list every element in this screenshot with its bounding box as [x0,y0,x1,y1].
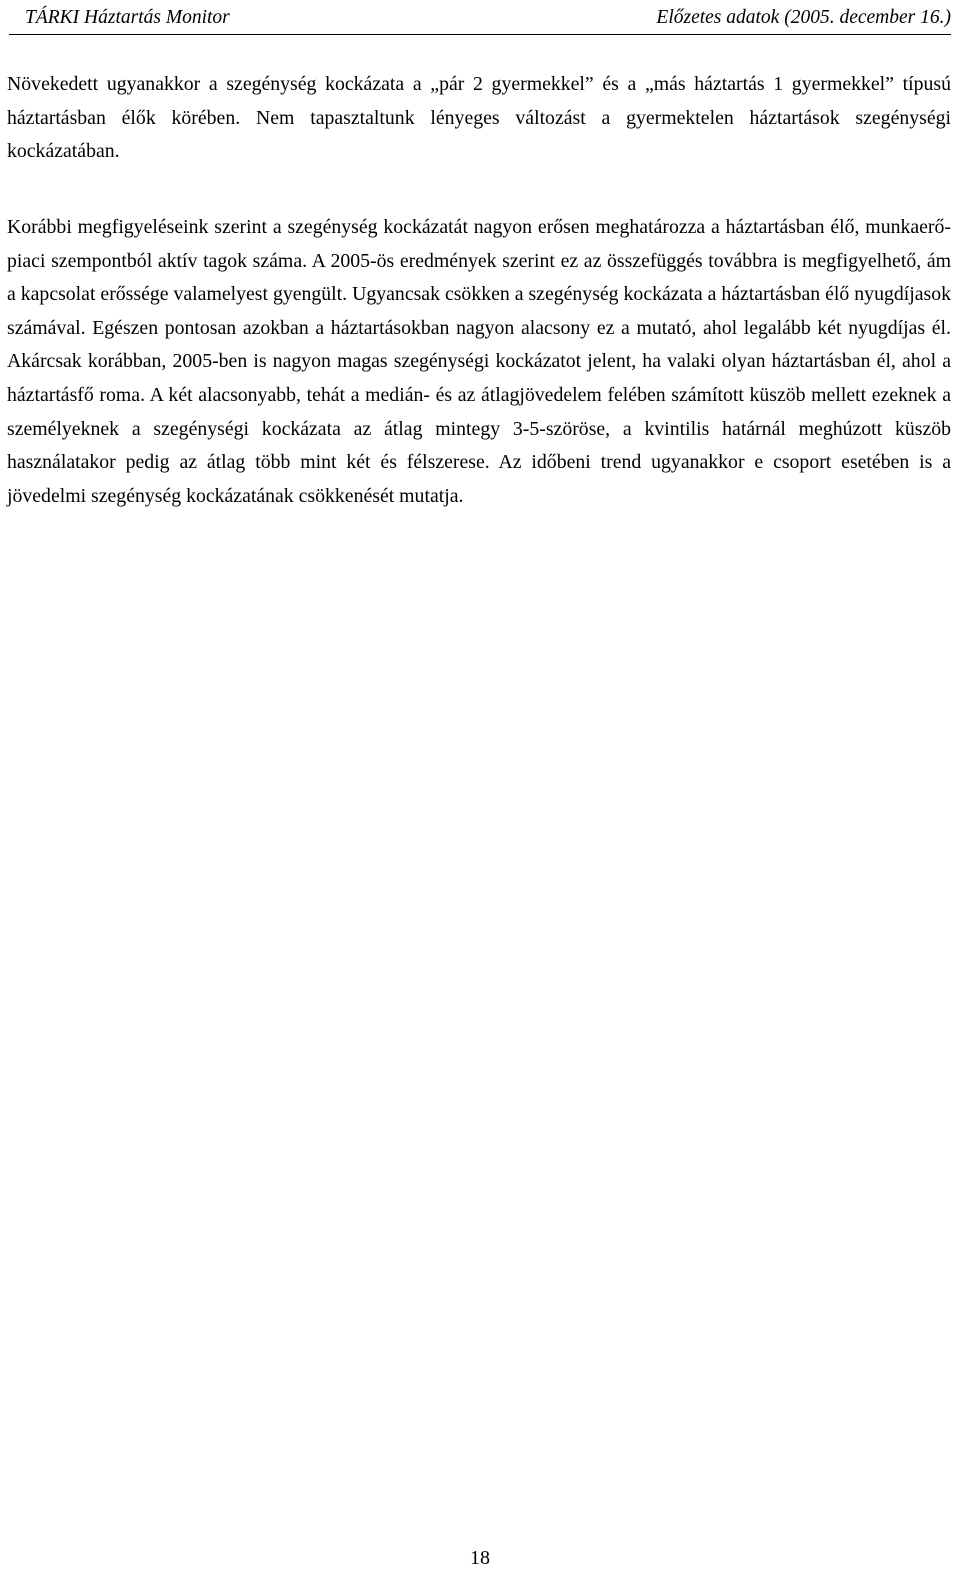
header-publication-title: TÁRKI Háztartás Monitor [25,7,230,28]
body-paragraph-2: Korábbi megfigyeléseink szerint a szegénység kockázatát nagyon erősen meghatározza a háztartásban élő, munkaerő-piaci szempontból aktív tagok száma. A 2005-ös eredmények szerint ez az összefüggés továbbra is megfigyelhető, ám a kapcsolat erőssége valamelyest gyengült. Ugyancsak csökken a szegénység kockázata a háztartásban élő nyugdíjasok számával. Egészen pontosan azokban a háztartásokban nagyon alacsony ez a mutató, ahol legalább két nyugdíjas él. Akárcsak korábban, 2005-ben is nagyon magas szegénységi kockázatot jelent, ha valaki olyan háztartásban él, ahol a háztartásfő roma. A két alacsonyabb, tehát a medián- és az átlagjövedelem felében számított küszöb mellett ezeknek a személyeknek a szegénységi kockázata az átlag mintegy 3-5-szöröse, a kvintilis határnál meghúzott küszöb használatakor pedig az átlag több mint két és félszerese. Az időbeni trend ugyanakkor e csoport esetében is a jövedelmi szegénység kockázatának csökkenését mutatja. [7,216,951,507]
page-number: 18 [470,1547,490,1569]
body-paragraph-1: Növekedett ugyanakkor a szegénység kockázata a „pár 2 gyermekkel” és a „más háztartás 1 gyermekkel” típusú háztartásban élők körében. Nem tapasztaltunk lényeges változást a gyermektelen háztartások szegénységi kockázatában. [7,73,951,163]
header-edition-note: Előzetes adatok (2005. december 16.) [656,7,951,28]
page-header [9,2,951,35]
